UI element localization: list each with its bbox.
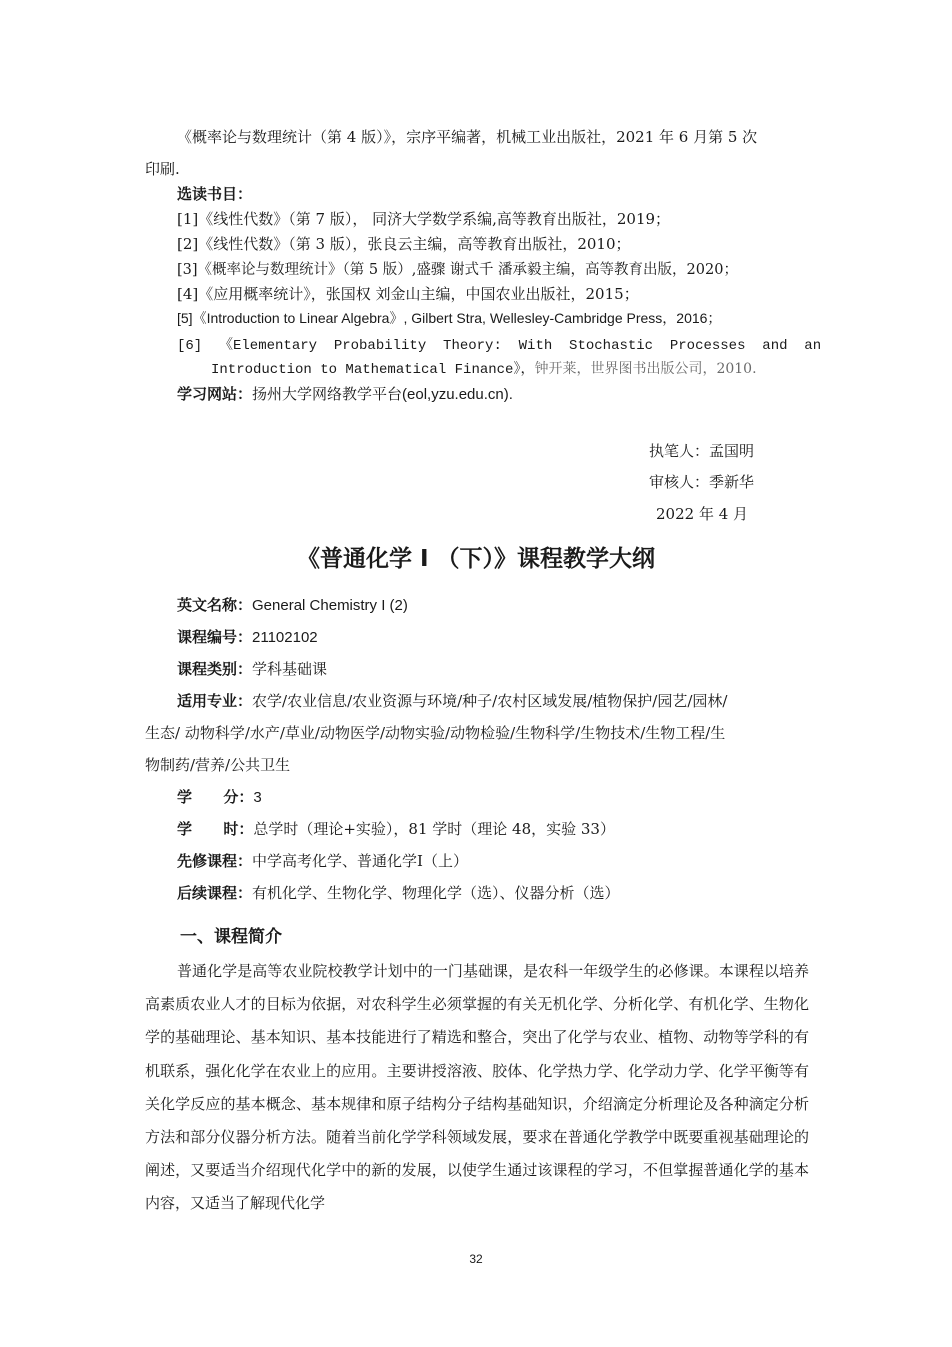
field-follow-up-label: 后续课程： bbox=[177, 884, 253, 902]
field-english-name-label: 英文名称： bbox=[177, 596, 253, 614]
field-majors-line2: 生态/ 动物科学/水产/草业/动物医学/动物实验/动物检验/生物科学/生物技术/生物工程/生 bbox=[145, 724, 726, 742]
field-prerequisites-label: 先修课程： bbox=[177, 852, 253, 870]
reading-item-6-publisher: 钟开莱，世界图书出版公司，2010. bbox=[534, 361, 757, 377]
study-website-value: 扬州大学网络教学平台(eol,yzu.edu.cn). bbox=[252, 386, 513, 403]
field-credits bbox=[177, 786, 262, 807]
field-course-code-label: 课程编号： bbox=[177, 628, 253, 646]
field-hours-value: 总学时（理论+实验），81 学时（理论 48，实验 33） bbox=[253, 820, 615, 838]
field-prerequisites bbox=[177, 850, 468, 871]
reading-item-6-line2 bbox=[211, 358, 757, 378]
signature-reviewer: 审核人：季新华 bbox=[649, 473, 755, 491]
readings-heading: 选读书目： bbox=[177, 185, 253, 203]
field-course-type-label: 课程类别： bbox=[177, 660, 253, 678]
reading-item-4: [4]《应用概率统计》，张国权 刘金山主编，中国农业出版社，2015； bbox=[177, 285, 639, 303]
syllabus-title: 《普通化学 I （下）》课程教学大纲 bbox=[296, 546, 656, 572]
field-follow-up-value: 有机化学、生物化学、物理化学（选）、仪器分析（选） bbox=[252, 884, 620, 902]
field-credits-label: 学 分： bbox=[177, 788, 254, 806]
field-course-code bbox=[177, 626, 318, 647]
section-intro-paragraph: 普通化学是高等农业院校教学计划中的一门基础课，是农科一年级学生的必修课。本课程以培养高素质农业人才的目标为依据，对农科学生必须掌握的有关无机化学、分析化学、有机化学、生物化学的基础理论、基本知识、基本技能进行了精选和整合，突出了化学与农业、植物、动物等学科的有机联系，强化化学在农业上的应用。主要讲授溶液、胶体、化学热力学、化学动力学、化学平衡等有关化学反应的基本概念、基本规律和原子结构分子结构基础知识，介绍滴定分析理论及各种滴定分析方法和部分仪器分析方法。随着当前化学学科领域发展，要求在普通化学教学中既要重视基础理论的阐述，又要适当介绍现代化学中的新的发展，以使学生通过该课程的学习，不但掌握普通化学的基本内容，又适当了解现代化学 bbox=[145, 962, 809, 1213]
field-credits-value: 3 bbox=[253, 789, 262, 806]
field-follow-up bbox=[177, 882, 620, 903]
field-prerequisites-value: 中学高考化学、普通化学Ⅰ（上） bbox=[252, 852, 468, 870]
field-hours bbox=[177, 818, 615, 839]
field-majors-line3: 物制药/营养/公共卫生 bbox=[145, 756, 291, 774]
study-website-label: 学习网站： bbox=[177, 385, 253, 403]
signature-date: 2022 年 4 月 bbox=[656, 505, 749, 523]
field-english-name-value: General Chemistry I (2) bbox=[252, 597, 408, 614]
field-english-name bbox=[177, 594, 408, 615]
field-course-code-value: 21102102 bbox=[252, 629, 318, 646]
field-majors-line1: 农学/农业信息/农业资源与环境/种子/农村区域发展/植物保护/园艺/园林/ bbox=[252, 692, 728, 710]
field-hours-label: 学 时： bbox=[177, 820, 254, 838]
reading-item-2: [2]《线性代数》（第 3 版），张良云主编，高等教育出版社，2010； bbox=[177, 235, 631, 253]
reading-item-1: [1]《线性代数》（第 7 版）， 同济大学数学系编,高等教育出版社，2019； bbox=[177, 210, 671, 228]
field-course-type-value: 学科基础课 bbox=[252, 660, 328, 678]
reading-item-3: [3]《概率论与数理统计》（第 5 版）,盛骤 谢式千 潘承毅主编，高等教育出版，2020； bbox=[177, 262, 738, 278]
reading-item-5: [5]《Introduction to Linear Algebra》, Gilbert Stra, Wellesley-Cambridge Press，2016； bbox=[177, 310, 722, 326]
field-majors-label: 适用专业： bbox=[177, 692, 253, 710]
field-course-type bbox=[177, 658, 327, 679]
study-website bbox=[177, 383, 513, 404]
field-majors bbox=[177, 690, 727, 711]
top-reference-line1: 《概率论与数理统计（第 4 版）》，宗序平编著，机械工业出版社，2021 年 6 月第 5 次 bbox=[177, 128, 758, 146]
top-reference-line2: 印刷. bbox=[145, 160, 180, 178]
page-number: 32 bbox=[469, 1252, 483, 1266]
section-heading-intro: 一、课程简介 bbox=[180, 927, 282, 947]
signature-author: 执笔人：孟国明 bbox=[649, 442, 755, 460]
reading-item-6-line1: [6] 《Elementary Probability Theory: With Stochastic Processes and an bbox=[177, 338, 822, 354]
reading-item-6-title: Introduction to Mathematical Finance》， bbox=[211, 362, 535, 378]
